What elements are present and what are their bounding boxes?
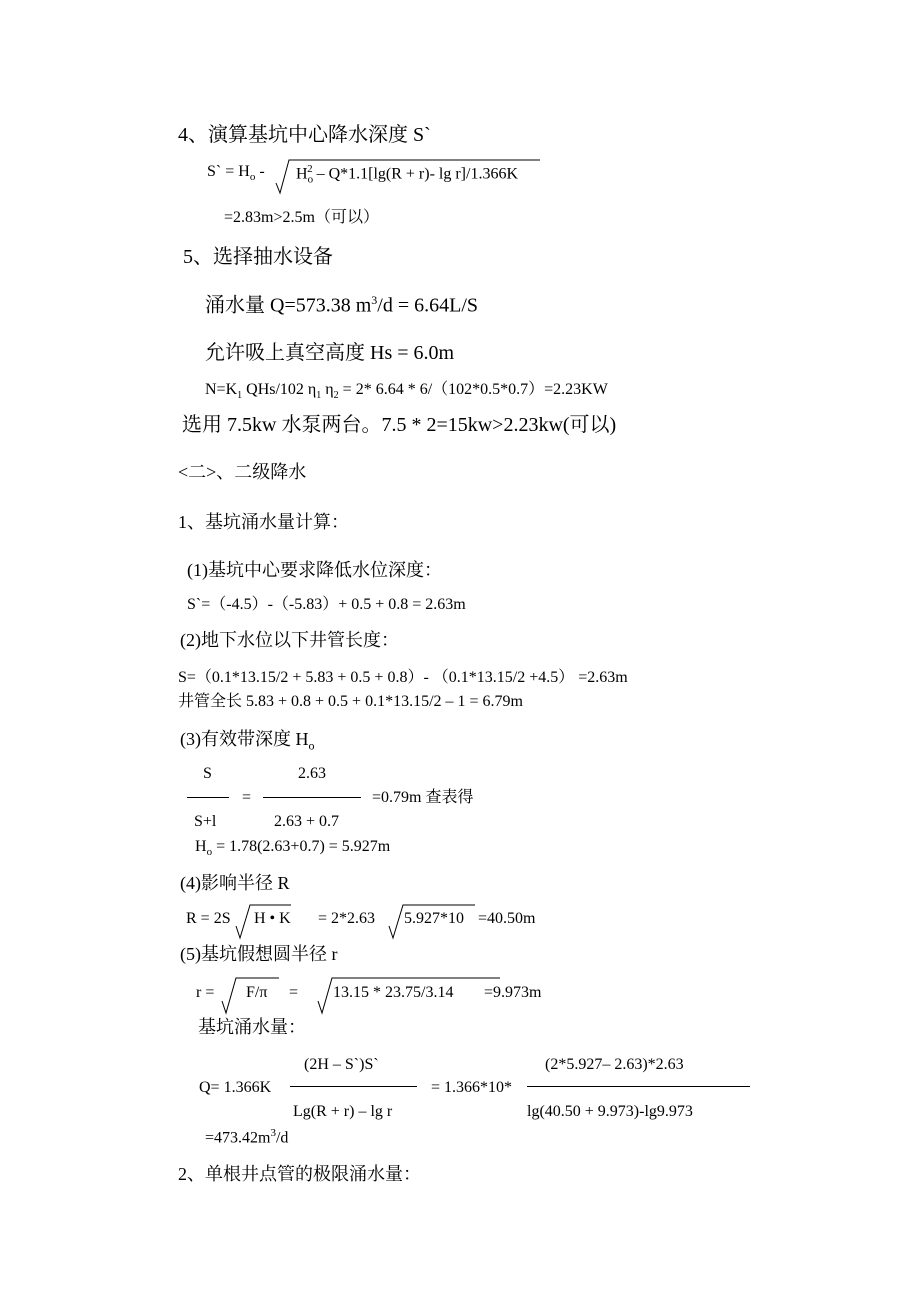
q-fraction2-numerator: (2*5.927– 2.63)*2.63 bbox=[545, 1056, 684, 1073]
radical-sign-5927 bbox=[389, 905, 475, 938]
q3-equals: = bbox=[242, 789, 252, 806]
q5-lhs: r = bbox=[196, 984, 215, 1001]
section-5-heading: 5、选择抽水设备 bbox=[183, 246, 333, 268]
radical-sign-s-prime bbox=[276, 160, 540, 193]
pump-power-formula: $N=K_1$ QHs/102 $\eta_1$ $\eta_2 = 2*$ 6.64 * 6/（102*0.5*0.7）=2.23KW bbox=[205, 381, 608, 402]
q2-total-length: 井管全长 5.83 + 0.8 + 0.5 + 0.1*13.15/2 – 1 = 6.79m bbox=[178, 693, 523, 710]
q4-radicand1: H • K bbox=[254, 910, 291, 927]
q5-heading: (5)基坑假想圆半径 r bbox=[180, 944, 338, 964]
q-result: $=473.42m^3/d$ bbox=[205, 1127, 289, 1147]
vacuum-height-line: 允许吸上真空高度 Hs = 6.0m bbox=[205, 342, 455, 364]
s-prime-result: =2.83m>2.5m（可以） bbox=[224, 209, 379, 226]
section-4-heading: 4、演算基坑中心降水深度 S` bbox=[178, 124, 431, 146]
q4-result: =40.50m bbox=[478, 910, 536, 927]
radical-sign-f-pi bbox=[222, 978, 279, 1013]
single-wellpoint-heading: 2、单根井点管的极限涌水量： bbox=[178, 1164, 421, 1184]
q3-fraction2-denominator: 2.63 + 0.7 bbox=[274, 813, 340, 830]
ho-formula: $H_o = 1.78(2.63+0.7) = 5.927m$ bbox=[195, 838, 391, 859]
q5-equals: = bbox=[289, 984, 299, 1001]
q1-heading: (1)基坑中心要求降低水位深度： bbox=[187, 560, 442, 580]
q5-radicand1: F/π bbox=[246, 984, 268, 1001]
s-prime-formula-lhs: S` = $H_o$ - bbox=[207, 163, 265, 184]
q5-result: =9.973m bbox=[484, 984, 542, 1001]
pump-selection-line: 选用 7.5kw 水泵两台。7.5 * 2=15kw>2.23kw(可以) bbox=[182, 414, 617, 436]
radical-sign-h-k bbox=[236, 905, 291, 938]
q4-radicand2: 5.927*10 bbox=[404, 910, 464, 927]
q2-heading: (2)地下水位以下井管长度： bbox=[180, 630, 399, 650]
q3-heading: (3)有效带深度 $H_o$ bbox=[180, 729, 315, 753]
q1-formula: S`=（-4.5）-（-5.83）+ 0.5 + 0.8 = 2.63m bbox=[187, 596, 466, 613]
inflow-calc-heading: 1、基坑涌水量计算： bbox=[178, 512, 349, 532]
q3-fraction1-numerator: S bbox=[203, 765, 212, 782]
radical-sign-area bbox=[318, 978, 500, 1013]
s-prime-radicand: $H_o^2 - Q*1.1[\lg(R + r)-$ lg r]/1.366K bbox=[296, 163, 518, 186]
flow-rate-line: 涌水量 Q=573.38 $m^3/d = 6.64L/S$ bbox=[205, 293, 479, 317]
q4-heading: (4)影响半径 R bbox=[180, 873, 290, 893]
q-fraction2-denominator: lg(40.50 + 9.973)-lg9.973 bbox=[527, 1103, 693, 1120]
part-2-heading: <二>、二级降水 bbox=[178, 462, 307, 482]
q-lhs: Q= 1.366K bbox=[199, 1079, 272, 1096]
q3-fraction1-denominator: S+l bbox=[194, 813, 217, 830]
inflow-heading: 基坑涌水量： bbox=[198, 1017, 306, 1037]
q-middle: = 1.366*10* bbox=[431, 1079, 513, 1096]
q4-middle: = 2*2.63 bbox=[318, 910, 376, 927]
q5-radicand2: 13.15 * 23.75/3.14 bbox=[333, 984, 454, 1001]
q-fraction1-numerator: (2H – S`)S` bbox=[304, 1056, 379, 1073]
q3-fraction2-numerator: 2.63 bbox=[298, 765, 326, 782]
q3-result: =0.79m 查表得 bbox=[372, 789, 474, 806]
q4-lhs: R = 2S bbox=[186, 910, 231, 927]
q2-formula: S=（0.1*13.15/2 + 5.83 + 0.5 + 0.8）- （0.1*13.15/2 +4.5） =2.63m bbox=[178, 669, 628, 686]
q-fraction1-denominator: Lg(R + r) – lg r bbox=[293, 1103, 393, 1120]
